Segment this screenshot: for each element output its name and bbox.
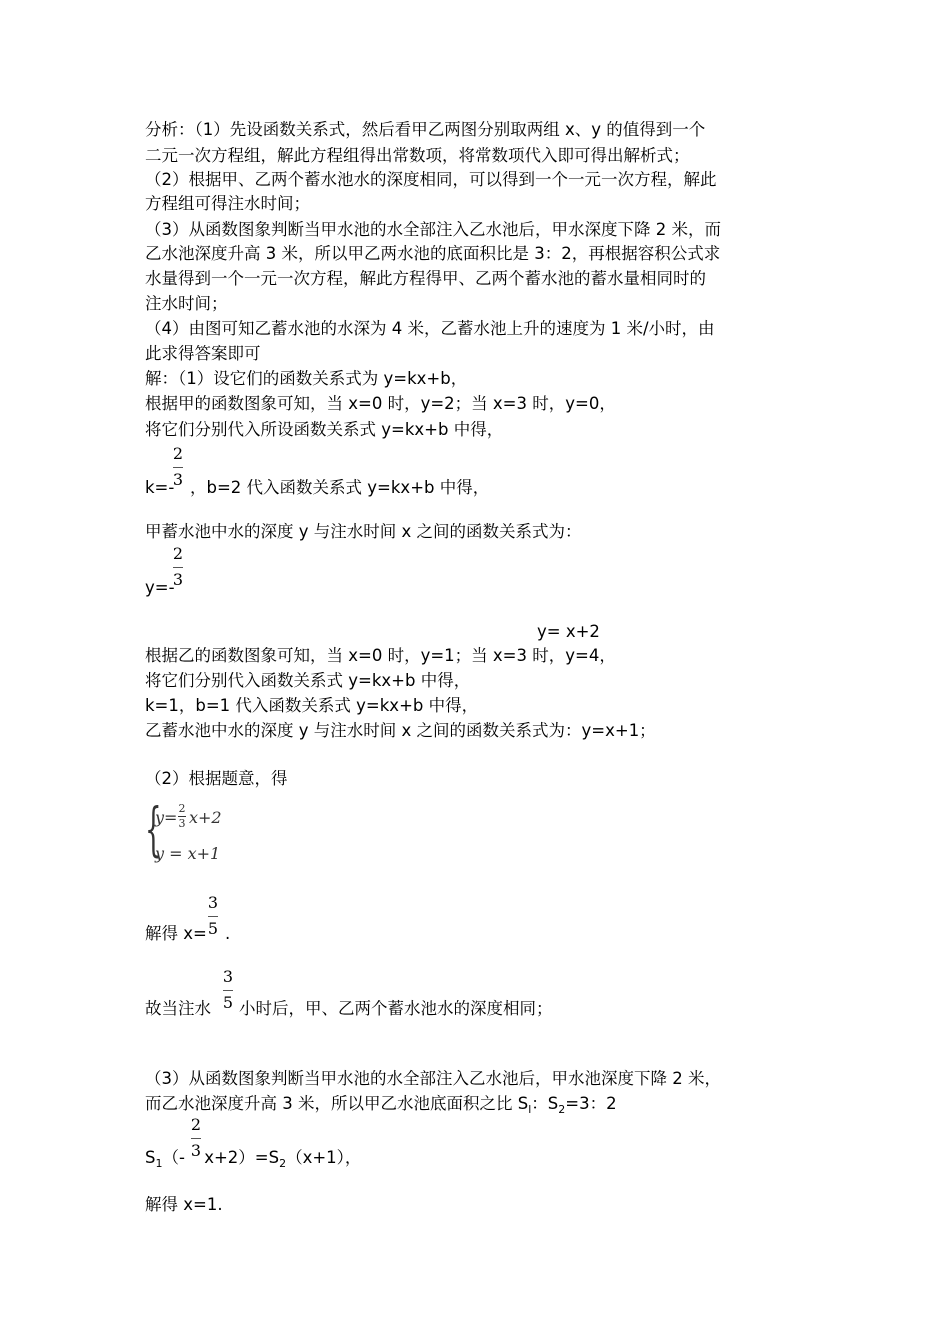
subscript-l: l (528, 1103, 532, 1116)
solution-line-y-prefix: y=- (145, 578, 175, 597)
solution-line-1: 解：（1）设它们的函数关系式为 y=kx+b， (145, 369, 468, 388)
analysis-line-6: 乙水池深度升高 3 米，所以甲乙两水池的底面积比是 3：2，再根据容积公式求 (145, 244, 721, 263)
subscript-1: 1 (155, 1157, 163, 1170)
solve-line-prefix: 解得 x= (145, 924, 207, 943)
analysis-line-9: （4）由图可知乙蓄水池的水深为 4 米，乙蓄水池上升的速度为 1 米/小时，由 (145, 319, 715, 338)
conclusion-prefix: 故当注水 (145, 999, 211, 1018)
fraction-denominator: 3 (172, 470, 184, 489)
fraction-bar (173, 567, 183, 568)
fraction-denominator: 5 (222, 993, 234, 1012)
area-equation-s1: S (145, 1148, 156, 1167)
solution-line-3: 将它们分别代入所设函数关系式 y=kx+b 中得， (145, 420, 504, 439)
fraction-denominator: 5 (207, 919, 219, 938)
solution-line-7: 根据乙的函数图象可知，当 x=0 时，y=1；当 x=3 时，y=4， (145, 646, 616, 665)
solution-line-8: 将它们分别代入函数关系式 y=kx+b 中得， (145, 671, 471, 690)
equation-fraction-denominator: 3 (178, 817, 186, 830)
fraction-numerator: 2 (190, 1115, 202, 1134)
equation-1-left: y= (155, 808, 178, 827)
analysis-line-8: 注水时间； (145, 294, 228, 313)
fraction-denominator: 3 (172, 570, 184, 589)
fraction-bar (191, 1138, 201, 1139)
fraction-numerator: 2 (172, 544, 184, 563)
area-equation-mid: x+2）=S (198, 1148, 280, 1167)
final-answer: 解得 x=1. (145, 1195, 223, 1214)
solution-line-2: 根据甲的函数图象可知，当 x=0 时，y=2；当 x=3 时，y=0， (145, 394, 616, 413)
analysis-line-5: （3）从函数图象判断当甲水池的水全部注入乙水池后，甲水深度下降 2 米，而 (145, 220, 721, 239)
solve-line-suffix: . (225, 924, 231, 943)
part-3-line-2 (145, 1092, 617, 1118)
part-3-line-2-end: =3：2 (565, 1094, 617, 1113)
equation-system (145, 795, 255, 870)
area-equation-end: （x+1）， (286, 1148, 362, 1167)
equation-2: y = x+1 (155, 844, 221, 863)
analysis-line-1: 分析：（1）先设函数关系式，然后看甲乙两图分别取两组 x、y 的值得到一个 (145, 120, 706, 139)
equation-1-right: x+2 (189, 808, 222, 827)
part-3-line-1: （3）从函数图象判断当甲水池的水全部注入乙水池后，甲水池深度下降 2 米， (145, 1069, 721, 1088)
equation-fraction-numerator: 2 (178, 802, 186, 815)
brace-symbol: { (145, 795, 162, 863)
fraction-numerator: 2 (172, 444, 184, 463)
part-3-line-2-text: 而乙水池深度升高 3 米，所以甲乙水池底面积之比 S (145, 1094, 529, 1113)
fraction-bar (208, 916, 218, 917)
fraction-bar (173, 467, 183, 468)
fraction-bar (223, 990, 233, 991)
solution-line-5: 甲蓄水池中水的深度 y 与注水时间 x 之间的函数关系式为： (145, 522, 582, 541)
subscript-2: 2 (558, 1103, 566, 1116)
conclusion-suffix: 小时后，甲、乙两个蓄水池水的深度相同； (239, 999, 553, 1018)
analysis-line-10: 此求得答案即可 (145, 344, 261, 363)
solution-line-10: 乙蓄水池中水的深度 y 与注水时间 x 之间的函数关系式为：y=x+1； (145, 721, 656, 740)
subscript-2: 2 (279, 1157, 287, 1170)
solution-line-k-prefix: k=- (145, 478, 175, 497)
solution-line-k-suffix: ，b=2 代入函数关系式 y=kx+b 中得， (190, 478, 490, 497)
analysis-line-4: 方程组可得注水时间； (145, 194, 310, 213)
analysis-line-3: （2）根据甲、乙两个蓄水池水的深度相同，可以得到一个一元一次方程，解此 (145, 170, 717, 189)
solution-line-9: k=1，b=1 代入函数关系式 y=kx+b 中得， (145, 696, 479, 715)
analysis-line-7: 水量得到一个一元一次方程，解此方程得甲、乙两个蓄水池的蓄水量相同时的 (145, 269, 706, 288)
area-equation (145, 1146, 361, 1172)
part-3-line-2-mid: ：S (531, 1094, 559, 1113)
fraction-denominator: 3 (190, 1141, 202, 1160)
solution-line-y-expression: y= x+2 (537, 622, 600, 641)
fraction-numerator: 3 (207, 893, 219, 912)
fraction-numerator: 3 (222, 967, 234, 986)
analysis-line-2: 二元一次方程组，解此方程组得出常数项，将常数项代入即可得出解析式； (145, 146, 690, 165)
part-2-heading: （2）根据题意，得 (145, 769, 288, 788)
area-equation-open: （- (162, 1148, 185, 1167)
